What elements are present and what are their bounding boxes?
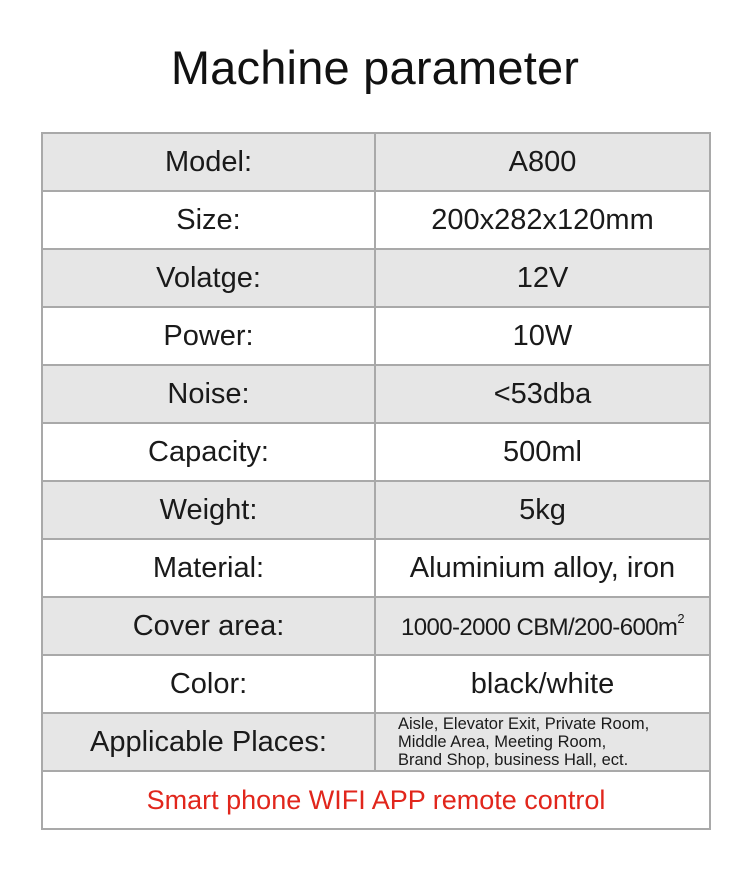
table-row-size: [42, 191, 710, 249]
spec-label: Size:: [42, 191, 375, 249]
footer-note: Smart phone WIFI APP remote control: [42, 771, 710, 829]
table-row-color: [42, 655, 710, 713]
places-line: Middle Area, Meeting Room,: [397, 733, 607, 751]
squared-superscript: 2: [677, 610, 684, 626]
table-row-voltage: [42, 249, 710, 307]
spec-label: Applicable Places:: [42, 713, 375, 771]
table-row-material: [42, 539, 710, 597]
spec-label: Weight:: [42, 481, 375, 539]
table-row-capacity: [42, 423, 710, 481]
spec-label: Color:: [42, 655, 375, 713]
table-row-cover-area: [42, 597, 710, 655]
spec-value: 500ml: [375, 423, 710, 481]
parameter-table: [41, 132, 711, 830]
spec-value: A800: [375, 133, 710, 191]
spec-value: 12V: [375, 249, 710, 307]
spec-label: Power:: [42, 307, 375, 365]
spec-value: 5kg: [375, 481, 710, 539]
spec-label: Material:: [42, 539, 375, 597]
spec-value: [375, 713, 710, 771]
spec-value: black/white: [375, 655, 710, 713]
page-title: Machine parameter: [170, 41, 580, 94]
spec-label: Noise:: [42, 365, 375, 423]
table-row-applicable-places: [42, 713, 710, 771]
spec-label: Model:: [42, 133, 375, 191]
spec-label: Cover area:: [42, 597, 375, 655]
places-line: Brand Shop, business Hall, ect.: [397, 751, 629, 769]
spec-value: <53dba: [375, 365, 710, 423]
spec-value: [375, 597, 710, 655]
table-row-weight: [42, 481, 710, 539]
table-row-noise: [42, 365, 710, 423]
table-row-footer: [42, 771, 710, 829]
spec-label: Capacity:: [42, 423, 375, 481]
table-row-power: [42, 307, 710, 365]
cover-area-value: 1000-2000 CBM/200-600m: [401, 613, 678, 641]
places-line: Aisle, Elevator Exit, Private Room,: [397, 715, 650, 733]
spec-value: 200x282x120mm: [375, 191, 710, 249]
spec-label: Volatge:: [42, 249, 375, 307]
spec-value: 10W: [375, 307, 710, 365]
spec-value: Aluminium alloy, iron: [375, 539, 710, 597]
table-row-model: [42, 133, 710, 191]
